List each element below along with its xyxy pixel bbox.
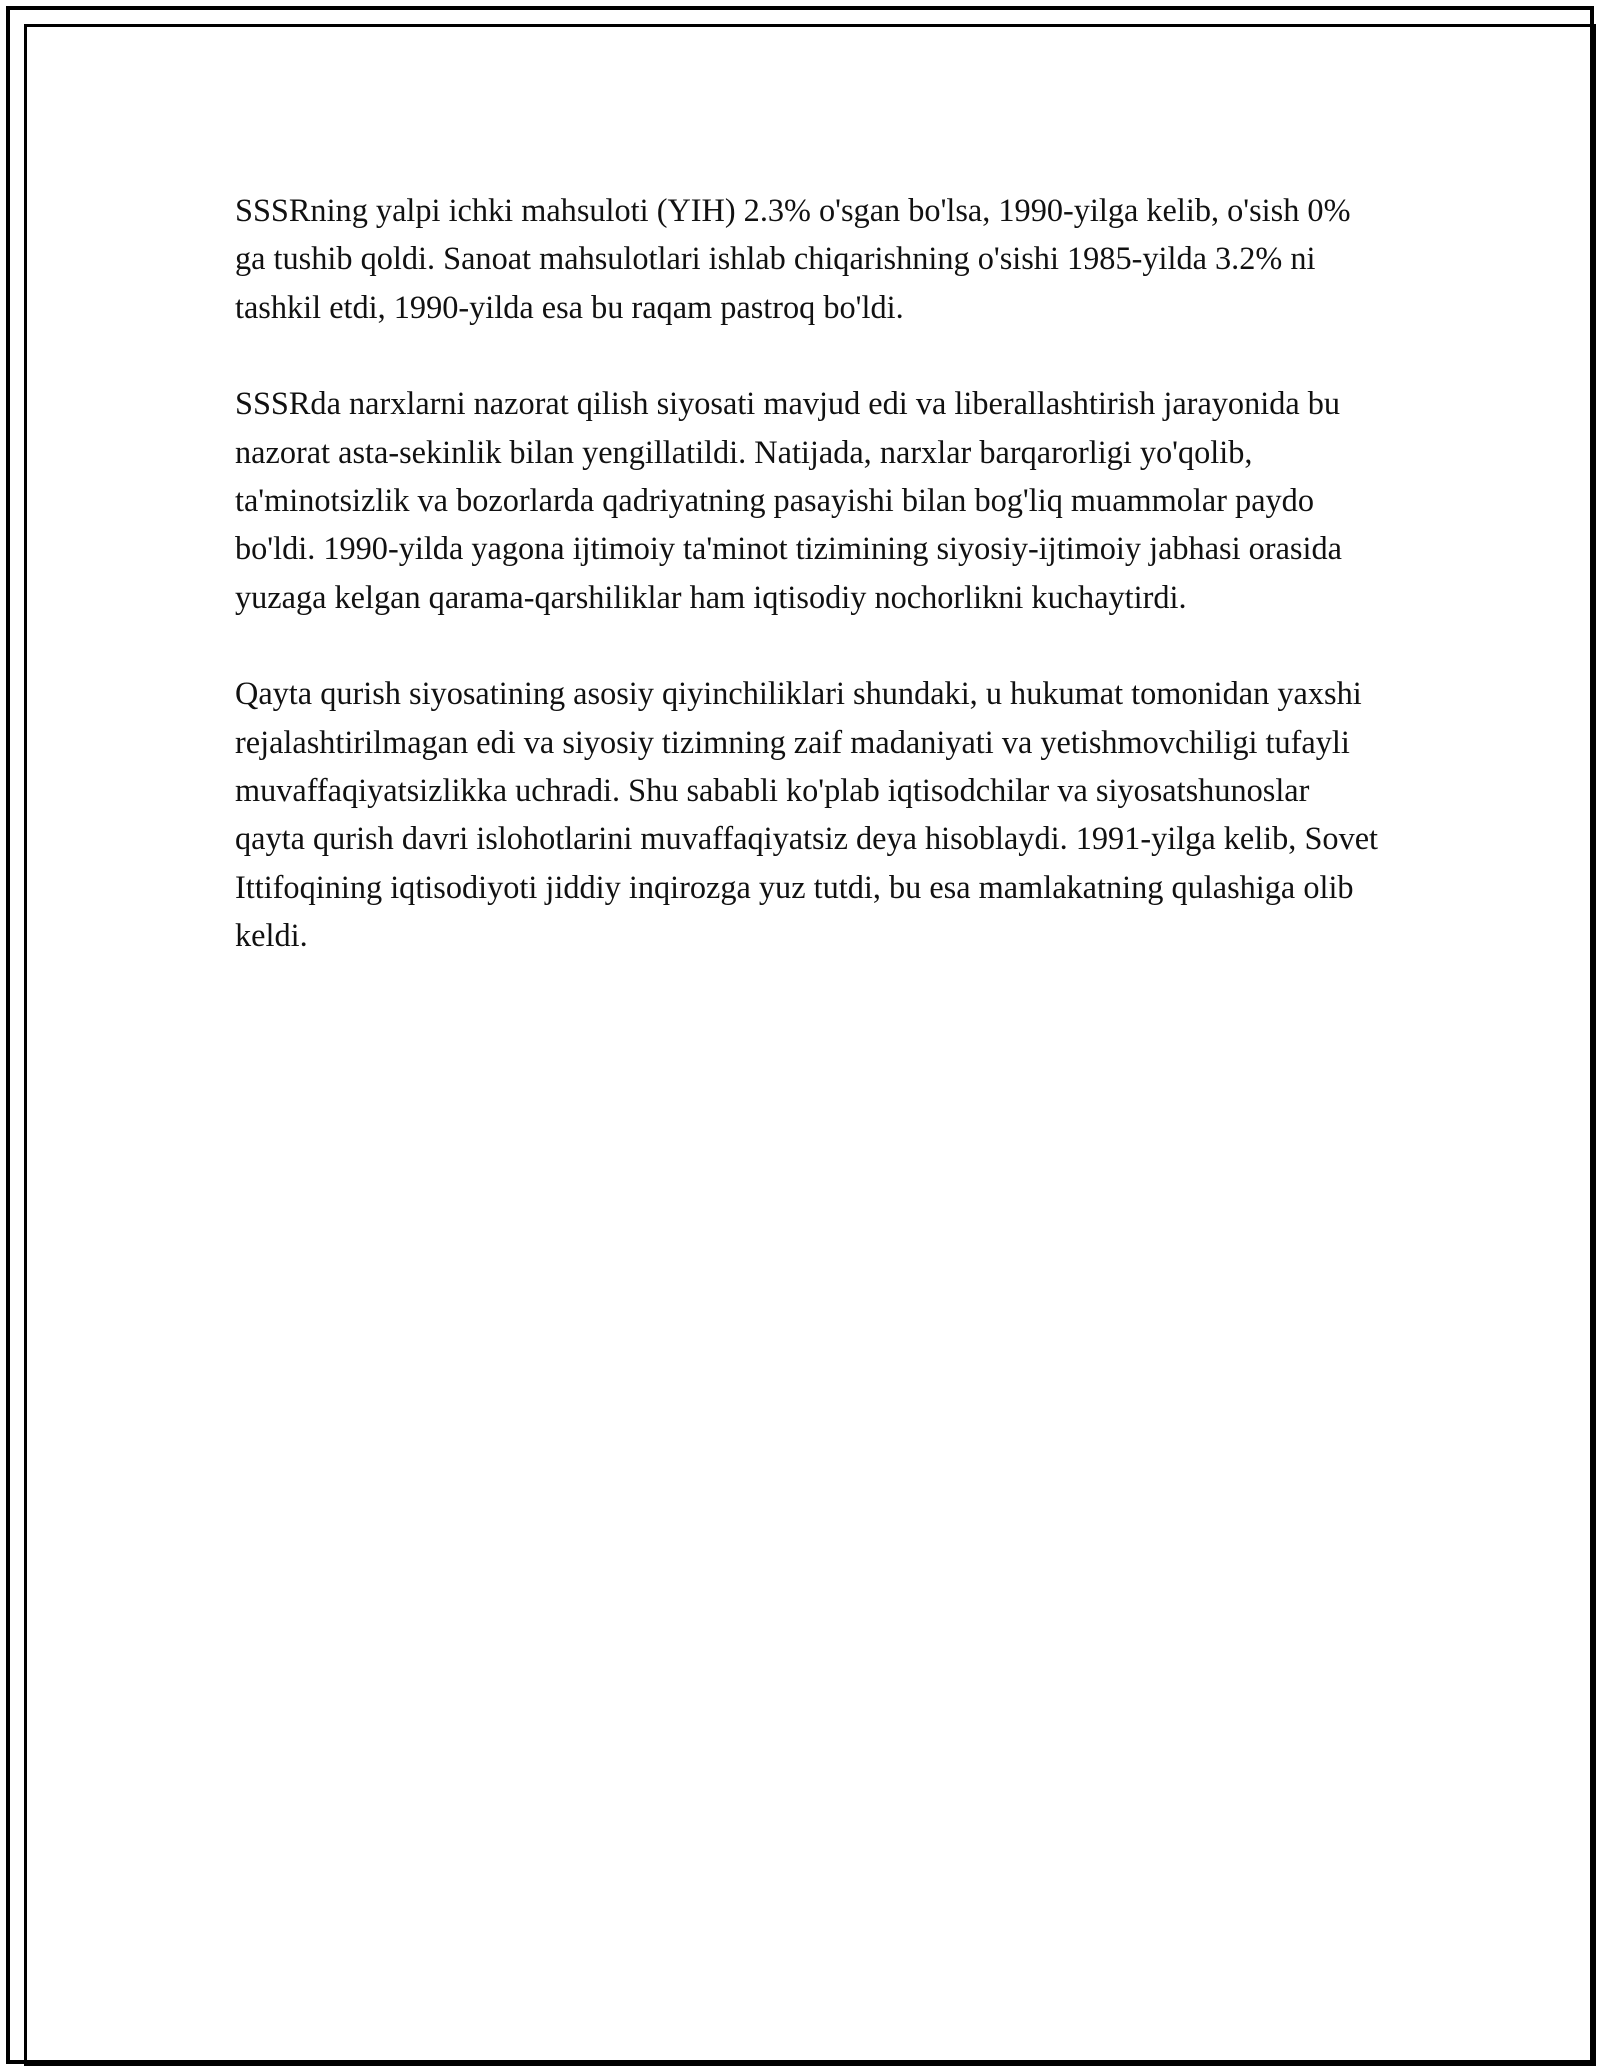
paragraph-gdp-growth: SSSRning yalpi ichki mahsuloti (YIH) 2.3% o'sgan bo'lsa, 1990-yilga kelib, o'sish 0% ga tushib qoldi. Sanoat mahsulotlari ishlab chiqarishning o'sishi 1985-yilda 3.2% ni tashkil etdi, 1990-yilda esa bu raqam pastroq bo'ldi. [235,192,1351,325]
document-body [235,186,1385,1008]
paragraph-price-control: SSSRda narxlarni nazorat qilish siyosati mavjud edi va liberallashtirish jarayonida bu nazorat asta-sekinlik bilan yengillatildi. Natijada, narxlar barqarorligi yo'qolib, ta'minotsizlik va bozorlarda qadriyatning pasayishi bilan bog'liq muammolar paydo bo'ldi. 1990-yilda yagona ijtimoiy ta'minot tizimining siyosiy-ijtimoiy jabhasi orasida yuzaga kelgan qarama-qarshiliklar ham iqtisodiy nochorlikni kuchaytirdi. [235,385,1342,615]
paragraph-perestroika-difficulties: Qayta qurish siyosatining asosiy qiyinchiliklari shundaki, u hukumat tomonidan yaxshi rejalashtirilmagan edi va siyosiy tizimning zaif madaniyati va yetishmovchiligi tufayli muvaffaqiyatsizlikka uchradi. Shu sababli ko'plab iqtisodchilar va siyosatshunoslar qayta qurish davri islohotlarini muvaffaqiyatsiz deya hisoblaydi. 1991-yilga kelib, Sovet Ittifoqining iqtisodiyoti jiddiy inqirozga yuz tutdi, bu esa mamlakatning qulashiga olib keldi. [235,675,1379,954]
